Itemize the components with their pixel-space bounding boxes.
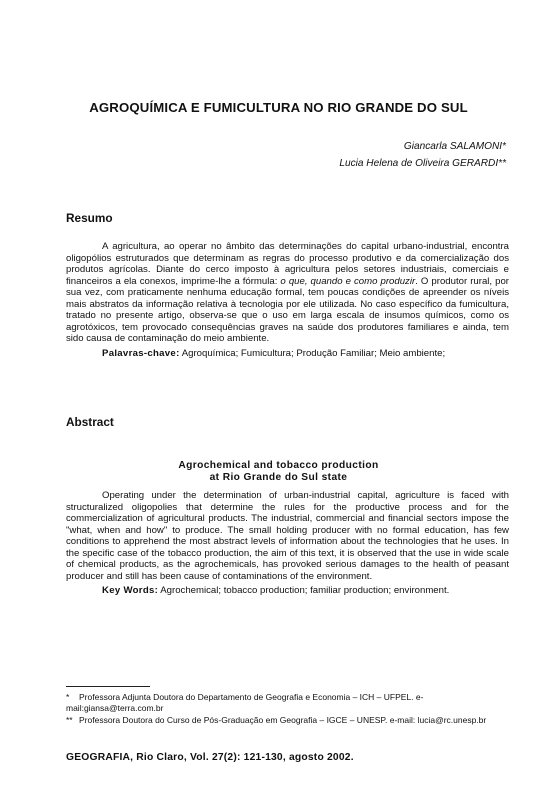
- author-2: Lucia Helena de Oliveira GERARDI**: [339, 158, 506, 169]
- footnote-divider: [66, 686, 150, 687]
- abstract-keywords-text: Agrochemical; tobacco production; familiar production; environment.: [160, 585, 450, 597]
- footnote-1-text: Professora Adjunta Doutora do Departamento de Geografia e Economia – ICH – UFPEL. e-mail:giansa@terra.com.br: [66, 692, 424, 713]
- footnote-2: [66, 715, 512, 726]
- footnote-2-text: Professora Doutora do Curso de Pós-Graduação em Geografia – IGCE – UNESP. e-mail: lucia@rc.unesp.br: [79, 715, 487, 725]
- abstract-heading: Abstract: [66, 415, 114, 429]
- footnote-1: [66, 692, 512, 714]
- resumo-text-2: . O produtor rural, por sua vez, com praticamente nenhuma educação formal, tem poucas condições de apreender os níveis mais abstratos da informação relativa à tecnologia por ele utilizada. No caso específico da fumicultura, tratado no presente artigo, observa-se que o uso em larga escala de insumos químicos, como os agrotóxicos, tem provocado consequências graves na saúde dos produtores familiares e ainda, tem sido causa de contaminação do meio ambiente.: [66, 275, 509, 345]
- paper-title: AGROQUÍMICA E FUMICULTURA NO RIO GRANDE DO SUL: [89, 100, 468, 115]
- resumo-body: [66, 241, 509, 359]
- abstract-keywords-label: Key Words:: [102, 585, 159, 597]
- footnote-2-mark: **: [66, 715, 73, 725]
- resumo-italic-phrase: o que, quando e como produzir: [280, 275, 416, 287]
- abstract-keywords: [66, 585, 509, 597]
- resumo-paragraph: [66, 241, 509, 345]
- journal-citation: GEOGRAFIA, Rio Claro, Vol. 27(2): 121-130, agosto 2002.: [66, 752, 354, 763]
- abstract-paragraph: Operating under the determination of urban-industrial capital, agriculture is faced with structuralized oligopolies that determine the rules for the productive process and for the commercialization of agricultural products. The industrial, commercial and financial sectors impose the "what, when and how" to produce. The small holding producer with no formal education, has few conditions to apprehend the most abstract levels of information about the technologies that he uses. In the specific case of the tobacco production, the aim of this text, it is observed that the use in wide scale of chemical products, as the agrochemicals, has provoked serious damages to the health of peasant producer and still has been cause of contaminations of the environment.: [66, 490, 509, 582]
- author-1: Giancarla SALAMONI*: [403, 141, 506, 152]
- resumo-heading: Resumo: [66, 211, 113, 225]
- resumo-keywords-text: Agroquímica; Fumicultura; Produção Familiar; Meio ambiente;: [181, 347, 446, 359]
- resumo-keywords-label: Palavras-chave:: [102, 347, 180, 359]
- abstract-title-line-2: at Rio Grande do Sul state: [209, 472, 348, 483]
- resumo-text-1: A agricultura, ao operar no âmbito das determinações do capital urbano-industrial, encontra oligopólios estruturados que determinam as regras do processo produtivo e da comercialização dos produtos agrícolas. Diante do cerco imposto à agricultura pelos setores industriais, comerciais e financeiros a ela conexos, imprime-lhe a fórmula:: [66, 241, 509, 287]
- resumo-keywords: [66, 348, 509, 360]
- abstract-title-line-1: Agrochemical and tobacco production: [178, 460, 379, 471]
- footnote-1-mark: *: [66, 692, 70, 702]
- abstract-body: [66, 490, 509, 597]
- author-list: [339, 138, 506, 172]
- abstract-title: [0, 460, 557, 484]
